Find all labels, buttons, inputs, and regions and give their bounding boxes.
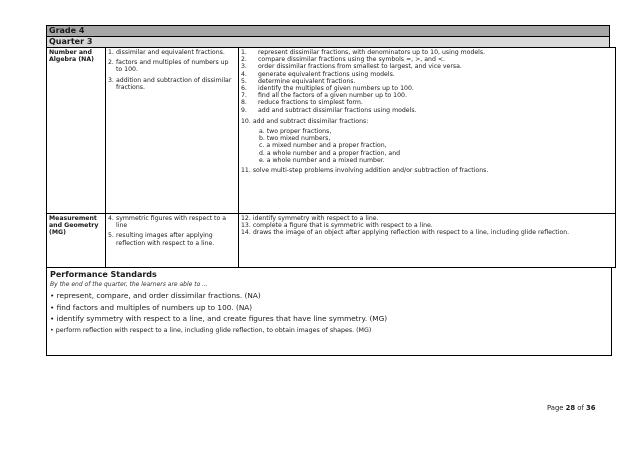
quarter-header: Quarter 3 [46, 36, 610, 47]
table-row [47, 48, 616, 214]
page-footer: Page 28 of 36 [547, 404, 596, 412]
list-item: • perform reflection with respect to a line, including glide reflection, to obtain images of shapes. (MG) [50, 326, 372, 334]
topics-cell [106, 48, 239, 214]
page-total: 36 [586, 404, 596, 412]
domain-cell [47, 214, 106, 268]
list-item: 5. determine equivalent fractions. [241, 77, 356, 85]
topics-cell [106, 214, 239, 268]
page-number: 28 [565, 404, 576, 412]
list-item: 12. identify symmetry with respect to a line. [241, 215, 379, 222]
list-item: 6. identify the multiples of given numbers up to 100. [241, 85, 414, 93]
list-item: 3. addition and subtraction of dissimilar fractions. [108, 76, 232, 91]
list-item: • represent, compare, and order dissimilar fractions. (NA) [50, 291, 261, 300]
table-row [47, 214, 616, 268]
list-item: 1. represent dissimilar fractions, with denominators up to 10, using models. [241, 49, 486, 56]
performance-standards [46, 268, 612, 356]
list-item: 9. add and subtract dissimilar fractions using models. [241, 106, 417, 114]
list-item: a. two proper fractions, [259, 128, 332, 136]
performance-title: Performance Standards [50, 270, 157, 279]
list-item: 8. reduce fractions to simplest form. [241, 99, 363, 107]
competency-10: 10. add and subtract dissimilar fractions: a. two proper fractions, b. two mixed numbers, c. a mixed number and a proper fraction, d. a whole number and a proper fraction, and e. a whole number and a mixed number. [241, 118, 613, 164]
list-item: • find factors and multiples of numbers up to 100. (NA) [50, 302, 253, 312]
list-item: • identify symmetry with respect to a line, and create figures that have line symmetry. (MG) [50, 314, 388, 324]
domain-cell [47, 48, 106, 214]
competencies-cell [239, 48, 616, 214]
list-item: 13. complete a figure that is symmetric with respect to a line. [241, 222, 433, 230]
domain-label: Number and Algebra (NA) [49, 49, 94, 64]
list-item: c. a mixed number and a proper fraction, [259, 142, 387, 150]
list-item: 4. symmetric figures with respect to a line [108, 215, 226, 230]
domain-label: Measurement and Geometry (MG) [49, 215, 99, 237]
competency-11: 11. solve multi-step problems involving addition and/or subtraction of fractions. [241, 167, 489, 175]
competencies-cell [239, 214, 616, 268]
list-item: 4. generate equivalent fractions using models. [241, 70, 395, 78]
list-item: 14. draws the image of an object after applying reflection with respect to a line, including glide reflection. [241, 229, 570, 237]
list-item: 3. order dissimilar fractions from smallest to largest, and vice versa. [241, 63, 462, 71]
list-item: 1. dissimilar and equivalent fractions. [108, 49, 225, 56]
content-table [46, 47, 616, 268]
list-item: b. two mixed numbers, [259, 135, 331, 143]
list-item: 2. compare dissimilar fractions using the symbols =, >, and <. [241, 56, 445, 64]
list-item: e. a whole number and a mixed number. [259, 156, 385, 164]
list-item: 2. factors and multiples of numbers up to 100. [108, 59, 229, 74]
list-item: 5. resulting images after applying reflection with respect to a line. [108, 232, 215, 247]
list-item: d. a whole number and a proper fraction, and [259, 149, 401, 157]
list-item: 7. find all the factors of a given number up to 100. [241, 92, 407, 100]
grade-header: Grade 4 [46, 25, 610, 36]
performance-intro: By the end of the quarter, the learners are able to ... [50, 281, 208, 288]
curriculum-document [46, 25, 610, 356]
